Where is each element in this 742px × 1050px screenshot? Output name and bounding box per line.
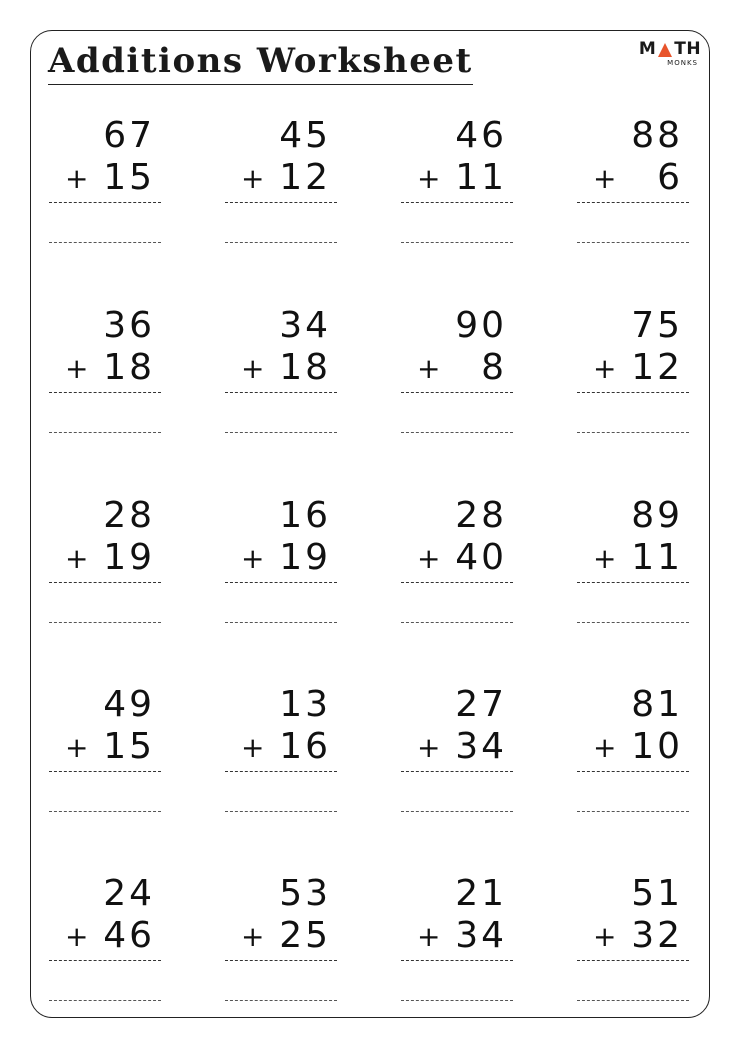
sum-line: [577, 771, 689, 772]
addend-top: 45: [279, 115, 331, 156]
answer-line[interactable]: [401, 242, 513, 243]
plus-sign: +: [417, 162, 441, 195]
sum-line: [401, 582, 513, 583]
addend-bottom: 12: [631, 347, 683, 388]
answer-line[interactable]: [401, 622, 513, 623]
answer-line[interactable]: [577, 622, 689, 623]
sum-line: [577, 582, 689, 583]
addend-bottom: 19: [103, 537, 155, 578]
plus-sign: +: [65, 162, 89, 195]
addition-problem: [225, 116, 337, 246]
addend-top: 21: [455, 873, 507, 914]
logo-subtitle: MONKS: [667, 59, 698, 67]
sum-line: [225, 771, 337, 772]
addition-problem: [401, 116, 513, 246]
addition-problem: [577, 496, 689, 626]
addend-bottom: 15: [103, 157, 155, 198]
sum-line: [49, 582, 161, 583]
addend-bottom: 16: [279, 726, 331, 767]
sum-line: [401, 771, 513, 772]
sum-line: [49, 392, 161, 393]
addend-bottom: 11: [455, 157, 507, 198]
addend-bottom: 15: [103, 726, 155, 767]
sum-line: [401, 960, 513, 961]
answer-line[interactable]: [225, 432, 337, 433]
sum-line: [49, 202, 161, 203]
plus-sign: +: [593, 542, 617, 575]
addition-problem: [225, 874, 337, 1004]
addend-bottom: 8: [481, 347, 507, 388]
answer-line[interactable]: [401, 1000, 513, 1001]
addition-problem: [225, 306, 337, 436]
sum-line: [577, 202, 689, 203]
addend-bottom: 11: [631, 537, 683, 578]
addend-top: 34: [279, 305, 331, 346]
addition-problem: [401, 496, 513, 626]
answer-line[interactable]: [225, 811, 337, 812]
answer-line[interactable]: [401, 432, 513, 433]
sum-line: [577, 960, 689, 961]
addend-top: 13: [279, 684, 331, 725]
addend-bottom: 32: [631, 915, 683, 956]
addend-bottom: 25: [279, 915, 331, 956]
sum-line: [49, 960, 161, 961]
addend-top: 81: [631, 684, 683, 725]
addition-problem: [401, 306, 513, 436]
addend-top: 89: [631, 495, 683, 536]
logo-letter-m: M: [638, 39, 657, 59]
plus-sign: +: [241, 731, 265, 764]
addend-top: 49: [103, 684, 155, 725]
addition-problem: [49, 496, 161, 626]
answer-line[interactable]: [49, 1000, 161, 1001]
sum-line: [401, 392, 513, 393]
addition-problem: [577, 116, 689, 246]
logo-letters-th: TH: [674, 39, 702, 59]
answer-line[interactable]: [577, 1000, 689, 1001]
answer-line[interactable]: [225, 242, 337, 243]
addend-bottom: 34: [455, 915, 507, 956]
addition-problem: [49, 116, 161, 246]
sum-line: [225, 582, 337, 583]
addend-bottom: 10: [631, 726, 683, 767]
addition-problem: [577, 685, 689, 815]
sum-line: [49, 771, 161, 772]
addend-bottom: 18: [103, 347, 155, 388]
addend-bottom: 12: [279, 157, 331, 198]
addition-problem: [49, 685, 161, 815]
answer-line[interactable]: [577, 432, 689, 433]
plus-sign: +: [417, 352, 441, 385]
answer-line[interactable]: [577, 811, 689, 812]
plus-sign: +: [417, 731, 441, 764]
answer-line[interactable]: [49, 622, 161, 623]
addend-top: 28: [455, 495, 507, 536]
answer-line[interactable]: [49, 432, 161, 433]
addend-top: 36: [103, 305, 155, 346]
plus-sign: +: [65, 920, 89, 953]
answer-line[interactable]: [49, 811, 161, 812]
plus-sign: +: [593, 352, 617, 385]
answer-line[interactable]: [577, 242, 689, 243]
addend-bottom: 6: [657, 157, 683, 198]
addend-top: 51: [631, 873, 683, 914]
answer-line[interactable]: [225, 1000, 337, 1001]
addend-top: 90: [455, 305, 507, 346]
addition-problem: [225, 496, 337, 626]
plus-sign: +: [65, 731, 89, 764]
addition-problem: [225, 685, 337, 815]
sum-line: [577, 392, 689, 393]
addend-top: 53: [279, 873, 331, 914]
plus-sign: +: [593, 920, 617, 953]
addition-problem: [577, 306, 689, 436]
plus-sign: +: [593, 731, 617, 764]
addition-problem: [401, 685, 513, 815]
plus-sign: +: [241, 352, 265, 385]
addition-problem: [577, 874, 689, 1004]
sum-line: [225, 960, 337, 961]
plus-sign: +: [241, 162, 265, 195]
addend-top: 16: [279, 495, 331, 536]
addend-top: 67: [103, 115, 155, 156]
plus-sign: +: [241, 542, 265, 575]
plus-sign: +: [593, 162, 617, 195]
addend-bottom: 34: [455, 726, 507, 767]
addend-top: 24: [103, 873, 155, 914]
math-monks-logo: [638, 40, 702, 74]
answer-line[interactable]: [49, 242, 161, 243]
addend-top: 28: [103, 495, 155, 536]
addend-bottom: 18: [279, 347, 331, 388]
addend-top: 46: [455, 115, 507, 156]
sum-line: [225, 202, 337, 203]
addend-bottom: 40: [455, 537, 507, 578]
plus-sign: +: [417, 542, 441, 575]
addition-problem: [49, 874, 161, 1004]
plus-sign: +: [417, 920, 441, 953]
addend-top: 75: [631, 305, 683, 346]
addend-top: 27: [455, 684, 507, 725]
addend-bottom: 46: [103, 915, 155, 956]
plus-sign: +: [241, 920, 265, 953]
plus-sign: +: [65, 352, 89, 385]
addend-bottom: 19: [279, 537, 331, 578]
answer-line[interactable]: [401, 811, 513, 812]
sum-line: [401, 202, 513, 203]
answer-line[interactable]: [225, 622, 337, 623]
addition-problem: [49, 306, 161, 436]
addend-top: 88: [631, 115, 683, 156]
addition-problem: [401, 874, 513, 1004]
plus-sign: +: [65, 542, 89, 575]
worksheet-title: Additions Worksheet: [48, 38, 473, 85]
triangle-logo-icon: [657, 42, 673, 58]
sum-line: [225, 392, 337, 393]
